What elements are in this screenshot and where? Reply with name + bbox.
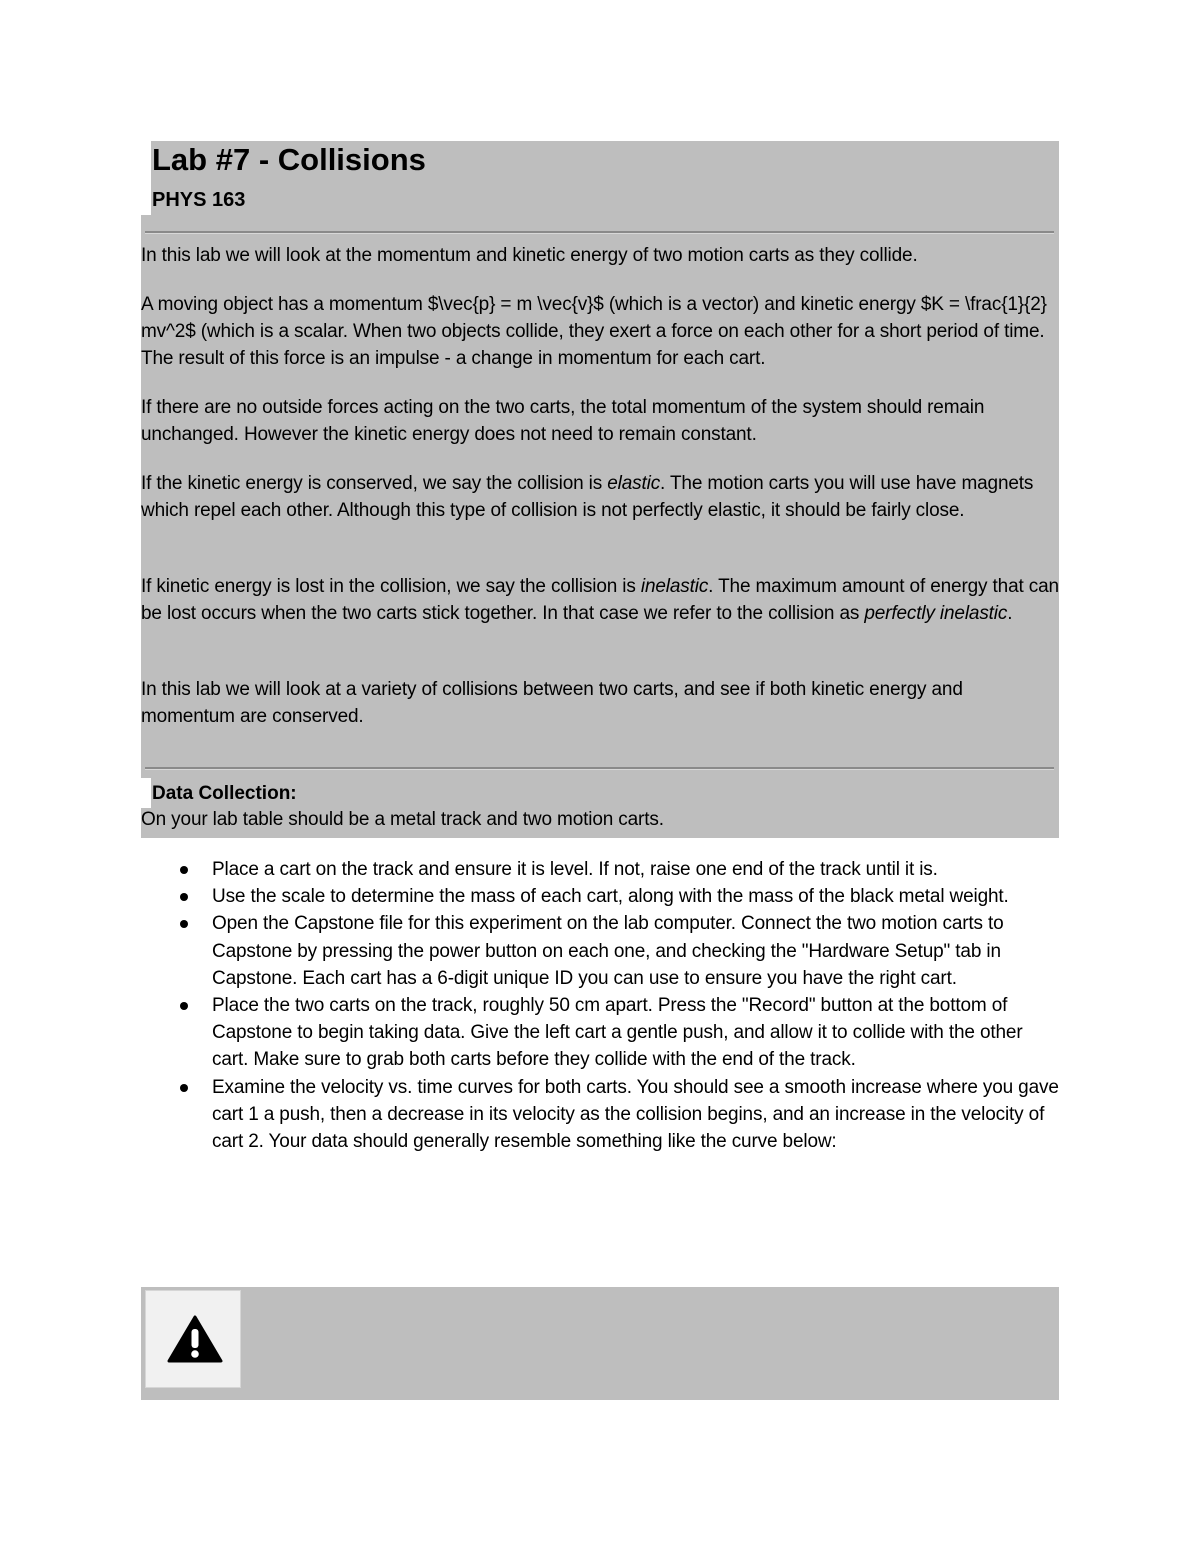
course-code: PHYS 163 [152, 189, 246, 211]
figure-section [141, 1287, 1059, 1400]
list-item: Place the two carts on the track, roughly 50 cm apart. Press the "Record" button at the bottom of Capstone to begin taking data. Give the left cart a gentle push, and allow it to collide with the other cart. Make sure to grab both carts before they collide with the end of the track. [141, 992, 1059, 1074]
list-item: Examine the velocity vs. time curves for both carts. You should see a smooth increase where you gave cart 1 a push, then a decrease in its velocity as the collision begins, and an increase in the velocity of cart 2. Your data should generally resemble something like the curve below: [141, 1074, 1059, 1156]
section-divider [145, 767, 1054, 770]
list-item: Use the scale to determine the mass of each cart, along with the mass of the black metal weight. [141, 883, 1059, 910]
perfectly-inelastic-term: perfectly inelastic [864, 603, 1008, 624]
equipment-paragraph: On your lab table should be a metal track and two motion carts. [141, 809, 664, 830]
list-item: Place a cart on the track and ensure it is level. If not, raise one end of the track until it is. [141, 856, 1059, 883]
bullet-icon [180, 893, 188, 901]
missing-image-placeholder [145, 1290, 241, 1388]
inelastic-paragraph: If kinetic energy is lost in the collision, we say the collision is inelastic. The maximum amount of energy that can be lost occurs when the two carts stick together. In that case we refer to the collision as perfectly inelastic. [141, 576, 1059, 624]
bullet-icon [180, 1084, 188, 1092]
header-margin-strip [141, 141, 151, 215]
heading-margin-strip [141, 778, 151, 808]
bullet-icon [180, 920, 188, 928]
bullet-icon [180, 1002, 188, 1010]
elastic-term: elastic [607, 473, 661, 494]
elastic-paragraph: If the kinetic energy is conserved, we say the collision is elastic. The motion carts you will use have magnets which repel each other. Although this type of collision is not perfectly elastic, it should be fairly close. [141, 473, 1034, 521]
intro-paragraph: In this lab we will look at the momentum and kinetic energy of two motion carts as they collide. [141, 245, 918, 266]
momentum-paragraph: A moving object has a momentum $\vec{p} = m \vec{v}$ (which is a vector) and kinetic energy $K = \frac{1}{2} mv^2$ (which is a scalar. When two objects collide, they exert a force on each other for a short period of time. The result of this force is an impulse - a change in momentum for each cart. [141, 294, 1047, 369]
overview-paragraph: In this lab we will look at a variety of collisions between two carts, and see if both kinetic energy and momentum are conserved. [141, 679, 963, 727]
list-item: Open the Capstone file for this experiment on the lab computer. Connect the two motion carts to Capstone by pressing the power button on each one, and checking the "Hardware Setup" tab in Capstone. Each cart has a 6-digit unique ID you can use to ensure you have the right cart. [141, 910, 1059, 992]
page-title: Lab #7 - Collisions [152, 142, 426, 177]
procedure-list [141, 856, 1059, 1155]
bullet-icon [180, 866, 188, 874]
header-divider [145, 231, 1054, 234]
warning-icon [167, 1315, 223, 1363]
conservation-paragraph: If there are no outside forces acting on the two carts, the total momentum of the system should remain unchanged. However the kinetic energy does not need to remain constant. [141, 397, 985, 445]
data-collection-heading: Data Collection: [152, 783, 297, 804]
inelastic-term: inelastic [640, 576, 709, 597]
